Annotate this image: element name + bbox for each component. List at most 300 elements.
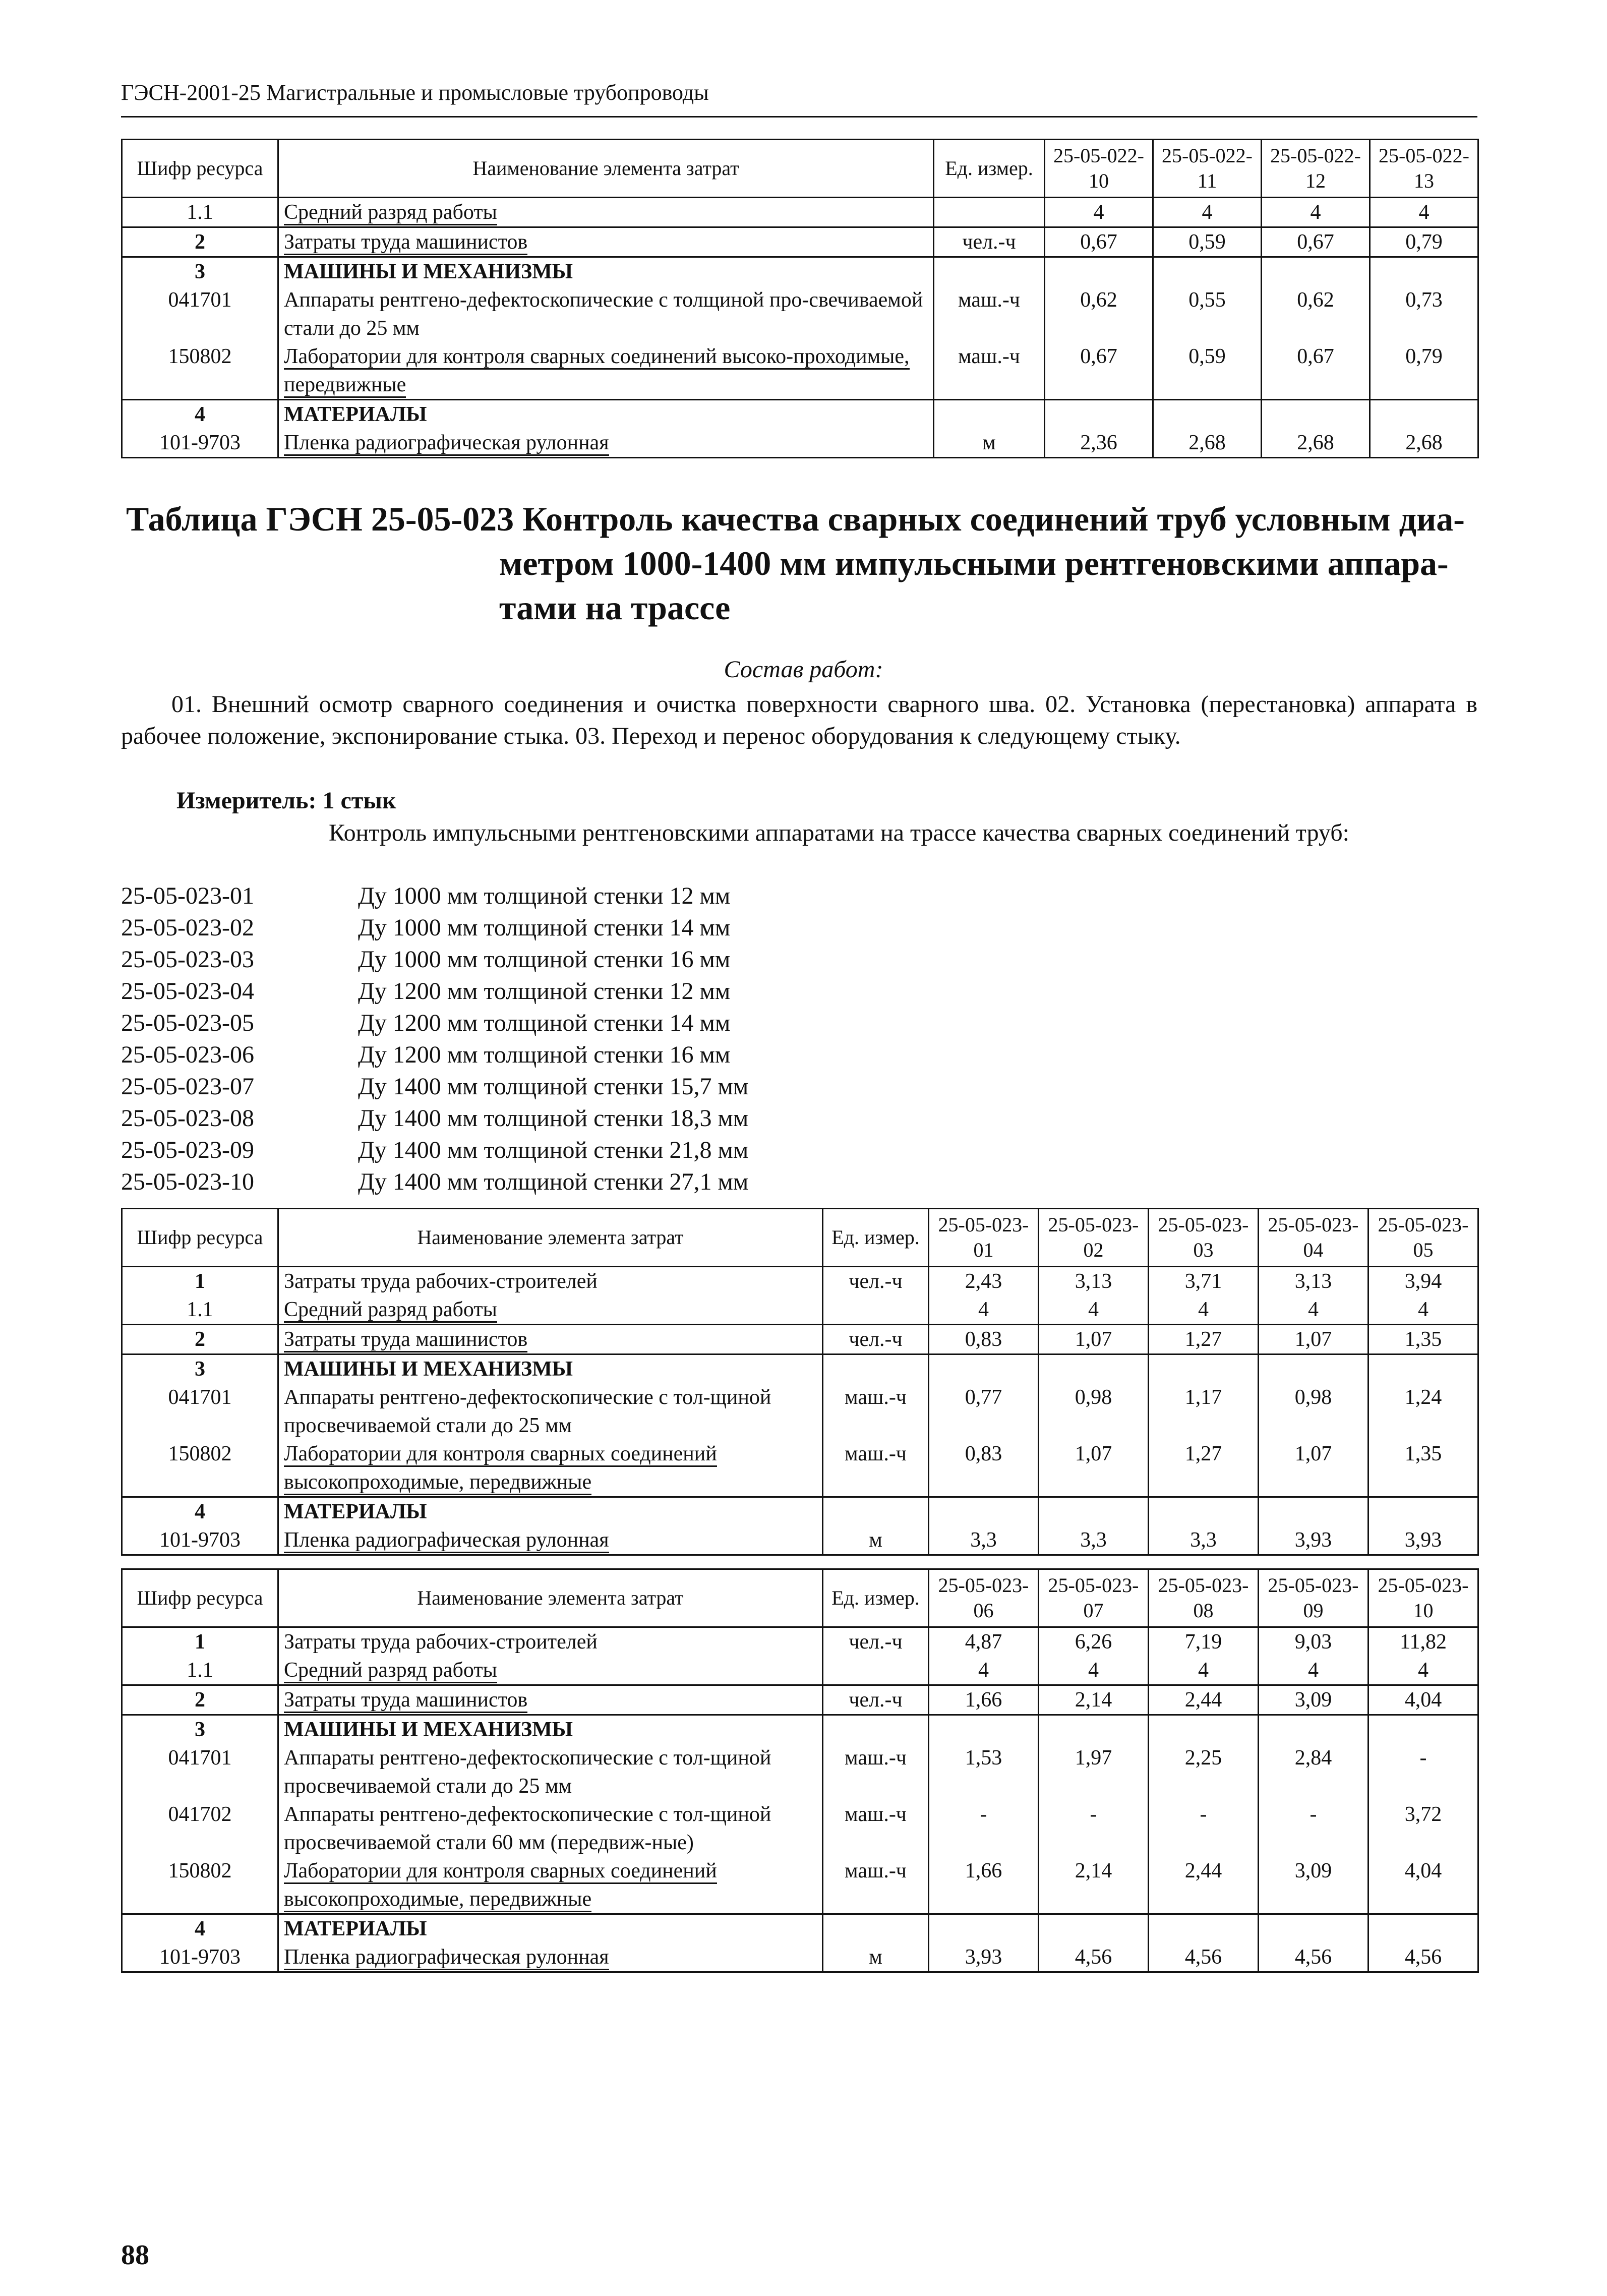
cell-unit: маш.-ч [823, 1857, 929, 1914]
cell-unit: м [823, 1943, 929, 1972]
cell-value [1370, 257, 1478, 286]
cell-code: 150802 [122, 1440, 278, 1497]
cell-value: 4 [1259, 1656, 1368, 1685]
table-row [122, 1800, 1478, 1857]
cell-value [1039, 1914, 1149, 1944]
cell-value: 0,73 [1370, 286, 1478, 342]
norm-desc: Ду 1200 мм толщиной стенки 12 мм [358, 978, 731, 1005]
cell-value: 3,3 [1149, 1526, 1259, 1555]
cell-value: 4 [1039, 1296, 1149, 1325]
cell-unit: маш.-ч [934, 342, 1045, 400]
cell-value: 1,53 [929, 1744, 1039, 1800]
cell-value [1368, 1715, 1478, 1744]
cell-value [1149, 1914, 1259, 1944]
cell-name [278, 1355, 823, 1384]
cell-value [1153, 257, 1262, 286]
resource-table-022 [121, 139, 1479, 458]
work-composition-heading: Состав работ: [724, 656, 883, 683]
table-row [122, 198, 1478, 227]
col-header-name: Наименование элемента затрат [278, 1569, 823, 1627]
norm-code: 25-05-023-08 [121, 1105, 254, 1132]
cell-value: 0,83 [929, 1325, 1039, 1355]
cell-code: 4 [122, 1497, 278, 1526]
norm-desc: Ду 1000 мм толщиной стенки 16 мм [358, 946, 731, 973]
cell-value: 6,26 [1039, 1627, 1149, 1657]
table-row [122, 1325, 1478, 1355]
norm-desc: Ду 1400 мм толщиной стенки 21,8 мм [358, 1137, 749, 1163]
cell-name [278, 1656, 823, 1685]
cell-name-text: МАШИНЫ И МЕХАНИЗМЫ [284, 1358, 573, 1381]
cell-value: 4 [1368, 1296, 1478, 1325]
cell-value: 4,87 [929, 1627, 1039, 1657]
cell-code: 4 [122, 400, 278, 429]
table-row [122, 1914, 1478, 1944]
norm-code-row [121, 944, 748, 975]
cell-value: 4,56 [1259, 1943, 1368, 1972]
cell-unit [823, 1914, 929, 1944]
table-row [122, 1440, 1478, 1497]
col-header-name: Наименование элемента затрат [278, 1209, 823, 1267]
table-row [122, 1715, 1478, 1744]
cell-value: - [1039, 1800, 1149, 1857]
cell-unit: чел.-ч [934, 227, 1045, 257]
cell-code: 041702 [122, 1800, 278, 1857]
col-header-norm: 25-05-023-10 [1368, 1569, 1478, 1627]
cell-name-text: МАТЕРИАЛЫ [284, 403, 427, 426]
cell-name [278, 1685, 823, 1715]
cell-value: 3,93 [1368, 1526, 1478, 1555]
cell-code: 101-9703 [122, 1943, 278, 1972]
cell-value: 2,44 [1149, 1685, 1259, 1715]
col-header-norm: 25-05-023-06 [929, 1569, 1039, 1627]
cell-value: 0,59 [1153, 342, 1262, 400]
cell-value [1368, 1914, 1478, 1944]
cell-value [1045, 257, 1153, 286]
cell-value: 3,13 [1039, 1267, 1149, 1296]
cell-value: 3,3 [929, 1526, 1039, 1555]
cell-value [1259, 1914, 1368, 1944]
cell-unit: маш.-ч [823, 1800, 929, 1857]
cell-name-text: МАТЕРИАЛЫ [284, 1917, 427, 1940]
col-header-unit: Ед. измер. [823, 1209, 929, 1267]
resource-table-023-a [121, 1208, 1479, 1556]
cell-code: 2 [122, 227, 278, 257]
col-header-code: Шифр ресурса [122, 140, 278, 198]
cell-name [278, 227, 934, 257]
col-header-norm: 25-05-023-02 [1039, 1209, 1149, 1267]
table-row [122, 1383, 1478, 1440]
table-row [122, 1267, 1478, 1296]
cell-name [278, 1857, 823, 1914]
col-header-unit: Ед. измер. [934, 140, 1045, 198]
cell-name-text: Затраты труда рабочих-строителей [284, 1630, 598, 1654]
running-header: ГЭСН-2001-25 Магистральные и промысловые трубопроводы [121, 80, 709, 105]
norm-desc: Ду 1400 мм толщиной стенки 15,7 мм [358, 1073, 749, 1100]
cell-value: - [1149, 1800, 1259, 1857]
header-rule [121, 116, 1477, 117]
norm-code-row [121, 1007, 748, 1039]
cell-unit [823, 1296, 929, 1325]
cell-name [278, 1715, 823, 1744]
cell-value: 3,13 [1259, 1267, 1368, 1296]
cell-code: 101-9703 [122, 1526, 278, 1555]
cell-value: 4,56 [1149, 1943, 1259, 1972]
cell-value [929, 1914, 1039, 1944]
cell-name-text: МАШИНЫ И МЕХАНИЗМЫ [284, 1718, 573, 1741]
norm-desc: Ду 1000 мм толщиной стенки 12 мм [358, 882, 731, 909]
norm-desc: Ду 1400 мм толщиной стенки 27,1 мм [358, 1168, 749, 1195]
cell-unit [823, 1656, 929, 1685]
cell-value [1368, 1497, 1478, 1526]
cell-value: 4 [1045, 198, 1153, 227]
col-header-norm: 25-05-023-01 [929, 1209, 1039, 1267]
cell-value: 0,67 [1045, 227, 1153, 257]
cell-value [1262, 257, 1370, 286]
norm-desc: Ду 1400 мм толщиной стенки 18,3 мм [358, 1105, 749, 1132]
cell-value: 0,83 [929, 1440, 1039, 1497]
cell-name [278, 400, 934, 429]
cell-code: 150802 [122, 1857, 278, 1914]
cell-value: 3,09 [1259, 1685, 1368, 1715]
cell-code: 1 [122, 1627, 278, 1657]
cell-value: - [1259, 1800, 1368, 1857]
cell-value: 4,56 [1368, 1943, 1478, 1972]
norm-desc: Ду 1200 мм толщиной стенки 16 мм [358, 1041, 731, 1068]
col-header-norm: 25-05-023-09 [1259, 1569, 1368, 1627]
cell-unit: м [934, 429, 1045, 458]
cell-value: 4 [1368, 1656, 1478, 1685]
cell-value: 1,17 [1149, 1383, 1259, 1440]
table-row [122, 1355, 1478, 1384]
cell-value: 1,35 [1368, 1440, 1478, 1497]
cell-value: 3,09 [1259, 1857, 1368, 1914]
cell-value: 1,66 [929, 1685, 1039, 1715]
cell-value: 1,66 [929, 1857, 1039, 1914]
col-header-norm: 25-05-022-13 [1370, 140, 1478, 198]
cell-value: 1,97 [1039, 1744, 1149, 1800]
control-description: Контроль импульсными рентгеновскими аппаратами на трассе качества сварных соединений труб: [329, 819, 1349, 846]
cell-value: 11,82 [1368, 1627, 1478, 1657]
col-header-norm: 25-05-023-04 [1259, 1209, 1368, 1267]
cell-value: 1,07 [1259, 1440, 1368, 1497]
cell-value [1262, 400, 1370, 429]
cell-value: 0,67 [1262, 342, 1370, 400]
cell-name-text: Средний разряд работы [284, 1298, 497, 1323]
cell-value [929, 1355, 1039, 1384]
cell-name [278, 429, 934, 458]
cell-code: 1.1 [122, 1656, 278, 1685]
norm-code-row [121, 975, 748, 1007]
cell-value: 3,94 [1368, 1267, 1478, 1296]
cell-value: 4,04 [1368, 1857, 1478, 1914]
cell-value [1259, 1497, 1368, 1526]
cell-name [278, 1296, 823, 1325]
norm-code-row [121, 1039, 748, 1071]
cell-name-text: Лаборатории для контроля сварных соединений высокопроходимые, передвижные [284, 1442, 717, 1495]
cell-name-text: Затраты труда машинистов [284, 1688, 527, 1713]
table-row [122, 1943, 1478, 1972]
cell-name [278, 1497, 823, 1526]
norm-code: 25-05-023-05 [121, 1010, 254, 1036]
table-row [122, 1627, 1478, 1657]
table-row [122, 1857, 1478, 1914]
norm-code: 25-05-023-07 [121, 1073, 254, 1100]
cell-value: 1,24 [1368, 1383, 1478, 1440]
cell-value: 2,44 [1149, 1857, 1259, 1914]
norm-codes-list [121, 880, 748, 1198]
cell-name [278, 257, 934, 286]
col-header-norm: 25-05-022-11 [1153, 140, 1262, 198]
cell-name-text: Пленка радиографическая рулонная [284, 1946, 609, 1970]
cell-value [1259, 1355, 1368, 1384]
cell-value: 4 [1153, 198, 1262, 227]
cell-code: 3 [122, 257, 278, 286]
cell-value: 2,14 [1039, 1685, 1149, 1715]
cell-unit: маш.-ч [934, 286, 1045, 342]
cell-unit [823, 1355, 929, 1384]
cell-value: 4 [929, 1296, 1039, 1325]
cell-code: 101-9703 [122, 429, 278, 458]
norm-desc: Ду 1000 мм толщиной стенки 14 мм [358, 914, 731, 941]
col-header-name: Наименование элемента затрат [278, 140, 934, 198]
cell-unit: маш.-ч [823, 1744, 929, 1800]
cell-unit [934, 257, 1045, 286]
cell-value [1149, 1355, 1259, 1384]
cell-name [278, 1383, 823, 1440]
norm-code: 25-05-023-06 [121, 1041, 254, 1068]
table-row [122, 1656, 1478, 1685]
cell-value: 3,71 [1149, 1267, 1259, 1296]
col-header-norm: 25-05-022-12 [1262, 140, 1370, 198]
cell-value: - [929, 1800, 1039, 1857]
cell-code: 041701 [122, 286, 278, 342]
col-header-norm: 25-05-022-10 [1045, 140, 1153, 198]
cell-value: 2,68 [1153, 429, 1262, 458]
cell-value: 3,93 [1259, 1526, 1368, 1555]
cell-value: 0,98 [1259, 1383, 1368, 1440]
table-row [122, 1526, 1478, 1555]
cell-code: 1.1 [122, 1296, 278, 1325]
cell-code: 150802 [122, 342, 278, 400]
cell-name-text: Аппараты рентгено-дефектоскопические с тол-щиной просвечиваемой стали 60 мм (передвиж-ные) [284, 1803, 771, 1854]
cell-code: 1 [122, 1267, 278, 1296]
norm-code: 25-05-023-04 [121, 978, 254, 1005]
cell-value: 4 [1262, 198, 1370, 227]
cell-value: 4 [1259, 1296, 1368, 1325]
cell-value: 0,79 [1370, 227, 1478, 257]
cell-name [278, 1943, 823, 1972]
cell-name-text: Пленка радиографическая рулонная [284, 1528, 609, 1553]
norm-code-row [121, 880, 748, 912]
cell-value [929, 1497, 1039, 1526]
cell-value: 3,93 [929, 1943, 1039, 1972]
table-row [122, 1497, 1478, 1526]
cell-value: 0,98 [1039, 1383, 1149, 1440]
cell-value: 0,67 [1045, 342, 1153, 400]
cell-value: 0,77 [929, 1383, 1039, 1440]
cell-unit: маш.-ч [823, 1383, 929, 1440]
cell-code: 3 [122, 1355, 278, 1384]
cell-value: 0,59 [1153, 227, 1262, 257]
cell-value: 0,62 [1262, 286, 1370, 342]
cell-value: 4 [1149, 1296, 1259, 1325]
cell-value: 0,79 [1370, 342, 1478, 400]
cell-value [1259, 1715, 1368, 1744]
cell-name [278, 1440, 823, 1497]
cell-code: 2 [122, 1685, 278, 1715]
cell-value: 1,07 [1259, 1325, 1368, 1355]
cell-code: 4 [122, 1914, 278, 1944]
cell-code: 041701 [122, 1744, 278, 1800]
norm-code-row [121, 912, 748, 944]
norm-code: 25-05-023-01 [121, 882, 254, 909]
cell-name-text: Средний разряд работы [284, 1659, 497, 1683]
cell-code: 2 [122, 1325, 278, 1355]
cell-name [278, 198, 934, 227]
cell-value: 2,68 [1262, 429, 1370, 458]
cell-value [1045, 400, 1153, 429]
cell-value: 2,14 [1039, 1857, 1149, 1914]
table-row [122, 342, 1478, 400]
cell-value: 4 [1149, 1656, 1259, 1685]
cell-name-text: Затраты труда рабочих-строителей [284, 1270, 598, 1293]
cell-value [1039, 1497, 1149, 1526]
cell-value: 4,56 [1039, 1943, 1149, 1972]
cell-value: - [1368, 1744, 1478, 1800]
cell-value [1149, 1715, 1259, 1744]
cell-value: 1,27 [1149, 1440, 1259, 1497]
cell-value: 2,43 [929, 1267, 1039, 1296]
cell-unit: чел.-ч [823, 1267, 929, 1296]
table-row [122, 257, 1478, 286]
work-composition-text: 01. Внешний осмотр сварного соединения и очистка поверхности сварного шва. 02. Установка (перестановка) аппарата в рабочее положение, экспонирование стыка. 03. Переход и перенос оборудования к следующему стыку. [121, 691, 1477, 749]
cell-value: 1,07 [1039, 1440, 1149, 1497]
cell-name [278, 1526, 823, 1555]
cell-name-text: Аппараты рентгено-дефектоскопические с тол-щиной просвечиваемой стали до 25 мм [284, 1746, 771, 1798]
cell-value: 2,68 [1370, 429, 1478, 458]
cell-value: 1,27 [1149, 1325, 1259, 1355]
cell-value [1149, 1497, 1259, 1526]
cell-unit: чел.-ч [823, 1627, 929, 1657]
cell-value: 0,67 [1262, 227, 1370, 257]
cell-code: 1.1 [122, 198, 278, 227]
cell-unit: чел.-ч [823, 1685, 929, 1715]
cell-name [278, 1627, 823, 1657]
cell-name-text: Лаборатории для контроля сварных соединений высокопроходимые, передвижные [284, 1859, 717, 1912]
norm-code-row [121, 1102, 748, 1134]
cell-value [1370, 400, 1478, 429]
cell-name [278, 1744, 823, 1800]
cell-value: 1,35 [1368, 1325, 1478, 1355]
norm-code: 25-05-023-02 [121, 914, 254, 941]
cell-name [278, 1325, 823, 1355]
table-row [122, 286, 1478, 342]
cell-value: 4,04 [1368, 1685, 1478, 1715]
col-header-norm: 25-05-023-03 [1149, 1209, 1259, 1267]
cell-name-text: Аппараты рентгено-дефектоскопические с тол-щиной просвечиваемой стали до 25 мм [284, 1386, 771, 1437]
col-header-code: Шифр ресурса [122, 1569, 278, 1627]
cell-code: 3 [122, 1715, 278, 1744]
cell-value: 4 [1039, 1656, 1149, 1685]
cell-name [278, 1914, 823, 1944]
title-line-1: Таблица ГЭСН 25-05-023 Контроль качества сварных соединений труб условным диа- [126, 500, 1465, 538]
norm-code-row [121, 1166, 748, 1198]
cell-name-text: МАТЕРИАЛЫ [284, 1500, 427, 1523]
page-number: 88 [121, 2240, 149, 2271]
cell-unit [934, 400, 1045, 429]
cell-unit [823, 1715, 929, 1744]
table-row [122, 1296, 1478, 1325]
col-header-norm: 25-05-023-07 [1039, 1569, 1149, 1627]
cell-name [278, 1800, 823, 1857]
cell-name-text: Затраты труда машинистов [284, 230, 527, 255]
cell-value: 2,25 [1149, 1744, 1259, 1800]
cell-name-text: Пленка радиографическая рулонная [284, 431, 609, 456]
norm-code: 25-05-023-10 [121, 1168, 254, 1195]
cell-value: 1,07 [1039, 1325, 1149, 1355]
norm-code-row [121, 1071, 748, 1102]
norm-code: 25-05-023-09 [121, 1137, 254, 1163]
col-header-unit: Ед. измер. [823, 1569, 929, 1627]
norm-desc: Ду 1200 мм толщиной стенки 14 мм [358, 1010, 731, 1036]
cell-value: 3,3 [1039, 1526, 1149, 1555]
table-row [122, 429, 1478, 458]
cell-name-text: Затраты труда машинистов [284, 1328, 527, 1352]
table-row [122, 400, 1478, 429]
cell-unit: маш.-ч [823, 1440, 929, 1497]
cell-value: 9,03 [1259, 1627, 1368, 1657]
measure-unit: Измеритель: 1 стык [176, 787, 396, 814]
cell-value: 4 [1370, 198, 1478, 227]
cell-value [929, 1715, 1039, 1744]
cell-name [278, 342, 934, 400]
cell-unit [934, 198, 1045, 227]
cell-value: 0,55 [1153, 286, 1262, 342]
cell-value: 2,36 [1045, 429, 1153, 458]
cell-code: 041701 [122, 1383, 278, 1440]
table-row [122, 1685, 1478, 1715]
cell-value [1153, 400, 1262, 429]
col-header-norm: 25-05-023-05 [1368, 1209, 1478, 1267]
cell-value [1368, 1355, 1478, 1384]
cell-value [1039, 1715, 1149, 1744]
cell-value: 0,62 [1045, 286, 1153, 342]
cell-name-text: МАШИНЫ И МЕХАНИЗМЫ [284, 260, 573, 283]
cell-value: 3,72 [1368, 1800, 1478, 1857]
cell-unit [823, 1497, 929, 1526]
cell-name-text: Средний разряд работы [284, 201, 497, 225]
title-line-2: метром 1000-1400 мм импульсными рентгеновскими аппара- [499, 544, 1449, 582]
norm-code: 25-05-023-03 [121, 946, 254, 973]
cell-value: 7,19 [1149, 1627, 1259, 1657]
col-header-code: Шифр ресурса [122, 1209, 278, 1267]
cell-value: 2,84 [1259, 1744, 1368, 1800]
table-row [122, 1744, 1478, 1800]
cell-name-text: Аппараты рентгено-дефектоскопические с толщиной про-свечиваемой стали до 25 мм [284, 288, 923, 340]
resource-table-023-b [121, 1568, 1479, 1973]
cell-unit: чел.-ч [823, 1325, 929, 1355]
table-row [122, 227, 1478, 257]
cell-name-text: Лаборатории для контроля сварных соединений высоко-проходимые, передвижные [284, 345, 910, 398]
col-header-norm: 25-05-023-08 [1149, 1569, 1259, 1627]
norm-code-row [121, 1134, 748, 1166]
cell-value: 4 [929, 1656, 1039, 1685]
cell-unit: м [823, 1526, 929, 1555]
cell-name [278, 286, 934, 342]
table-title [126, 497, 1477, 630]
cell-value [1039, 1355, 1149, 1384]
cell-name [278, 1267, 823, 1296]
